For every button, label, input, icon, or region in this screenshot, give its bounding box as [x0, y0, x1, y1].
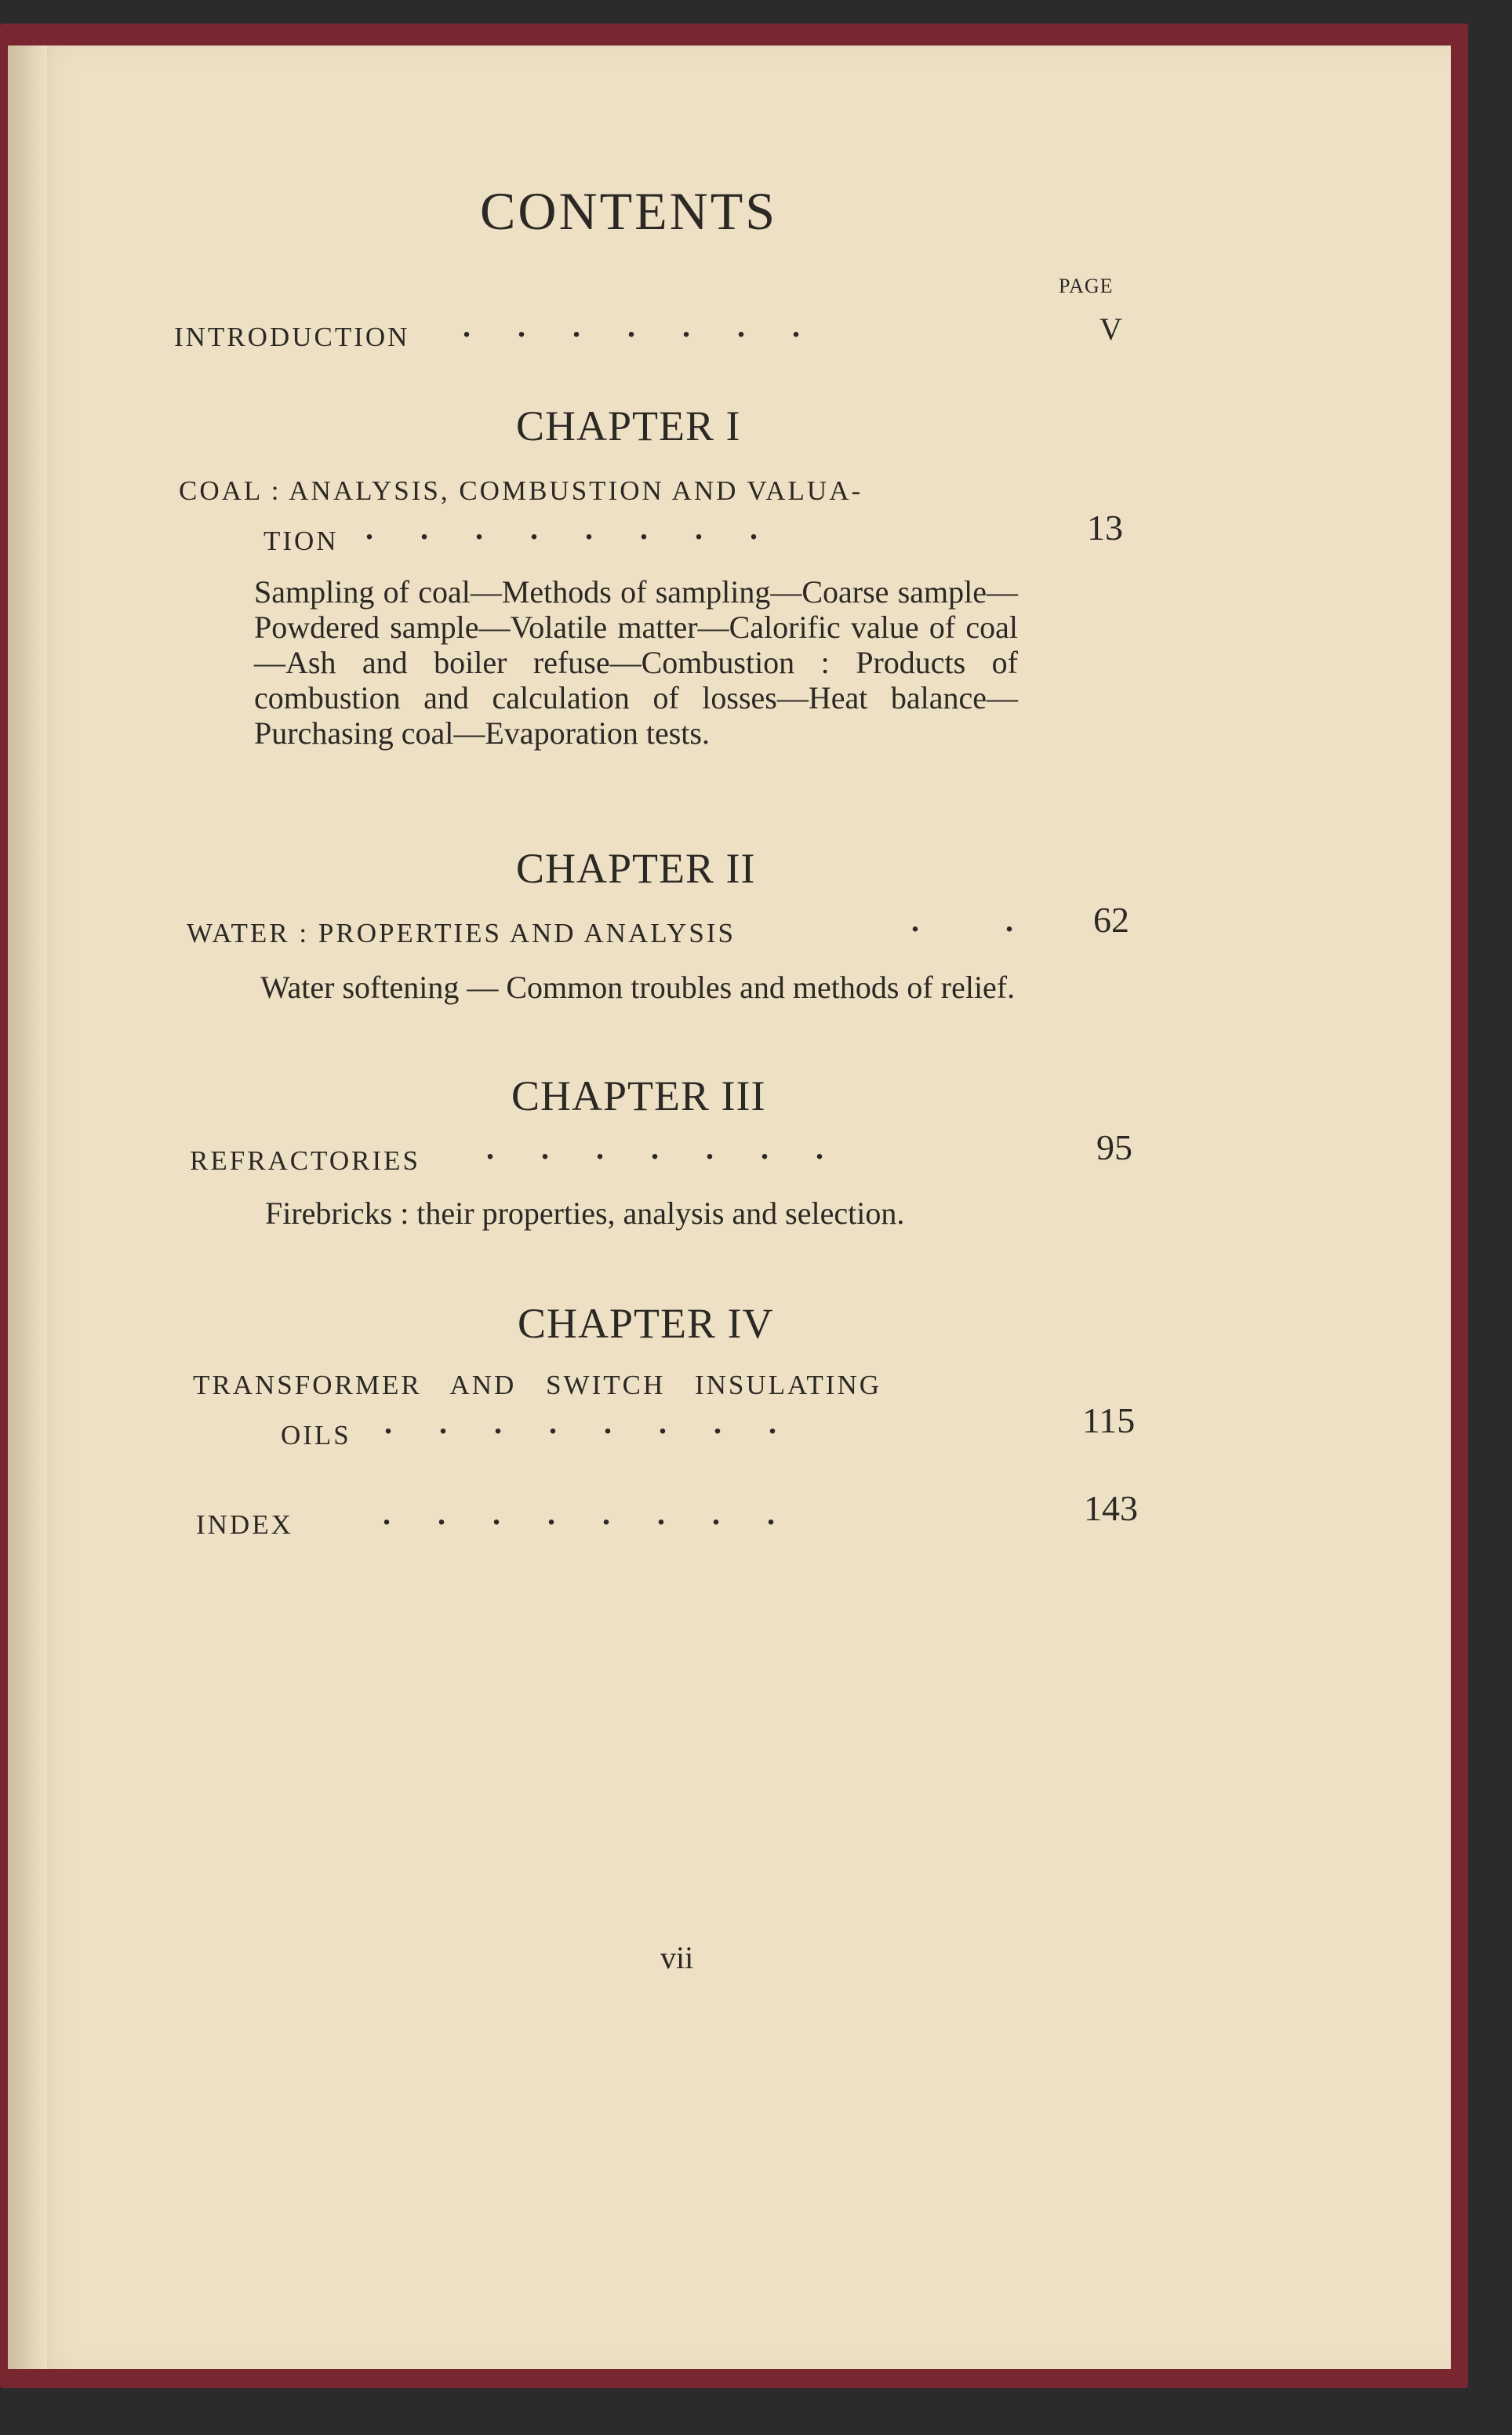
page-folio: vii: [660, 1940, 694, 1975]
chapter-3-heading: CHAPTER III: [511, 1072, 766, 1119]
dot-leader: . . . . . . .: [463, 308, 800, 344]
dot-leader: . .: [911, 903, 1013, 938]
page-gutter: [8, 45, 47, 2369]
page-number-chapter-2: 62: [1093, 900, 1129, 940]
page-number-chapter-3: 95: [1096, 1127, 1132, 1167]
toc-entry-oils-line2: OILS: [281, 1420, 351, 1450]
chapter-1-description: Sampling of coal—Methods of sampling—Coarse sample—Powdered sample—Volatile matter—Calorific value of coal—Ash and boiler refuse—Combustion : Products of combustion and calculation of losses—Heat balance—Purchasing coal—Evaporation tests.: [254, 574, 1018, 751]
contents-title: CONTENTS: [480, 181, 778, 241]
toc-entry-coal-line2: TION: [264, 526, 339, 556]
chapter-1-heading: CHAPTER I: [516, 402, 741, 450]
chapter-2-heading: CHAPTER II: [516, 845, 756, 892]
chapter-4-heading: CHAPTER IV: [518, 1300, 774, 1347]
toc-entry-coal-line1: COAL : ANALYSIS, COMBUSTION AND VALUA-: [179, 475, 863, 506]
toc-entry-oils-line1: TRANSFORMER AND SWITCH INSULATING: [193, 1370, 882, 1400]
toc-entry-water: WATER : PROPERTIES AND ANALYSIS: [187, 918, 736, 948]
chapter-2-description: Water softening — Common troubles and methods of relief.: [260, 970, 1016, 1005]
page-number-chapter-4: 115: [1082, 1400, 1136, 1440]
page-number-chapter-1: 13: [1087, 508, 1123, 548]
page-number-index: 143: [1084, 1488, 1138, 1528]
page-number-introduction: V: [1099, 311, 1122, 347]
toc-entry-index: INDEX: [196, 1509, 293, 1540]
dot-leader: . . . . . . .: [486, 1130, 823, 1166]
toc-entry-introduction: INTRODUCTION: [174, 322, 410, 352]
dot-leader: . . . . . . . .: [365, 511, 758, 546]
chapter-3-description: Firebricks : their properties, analysis and selection.: [265, 1196, 905, 1231]
dot-leader: . . . . . . . .: [384, 1405, 776, 1440]
dot-leader: . . . . . . . .: [383, 1496, 775, 1531]
toc-entry-refractories: REFRACTORIES: [190, 1145, 421, 1176]
page-column-label: PAGE: [1059, 275, 1114, 297]
